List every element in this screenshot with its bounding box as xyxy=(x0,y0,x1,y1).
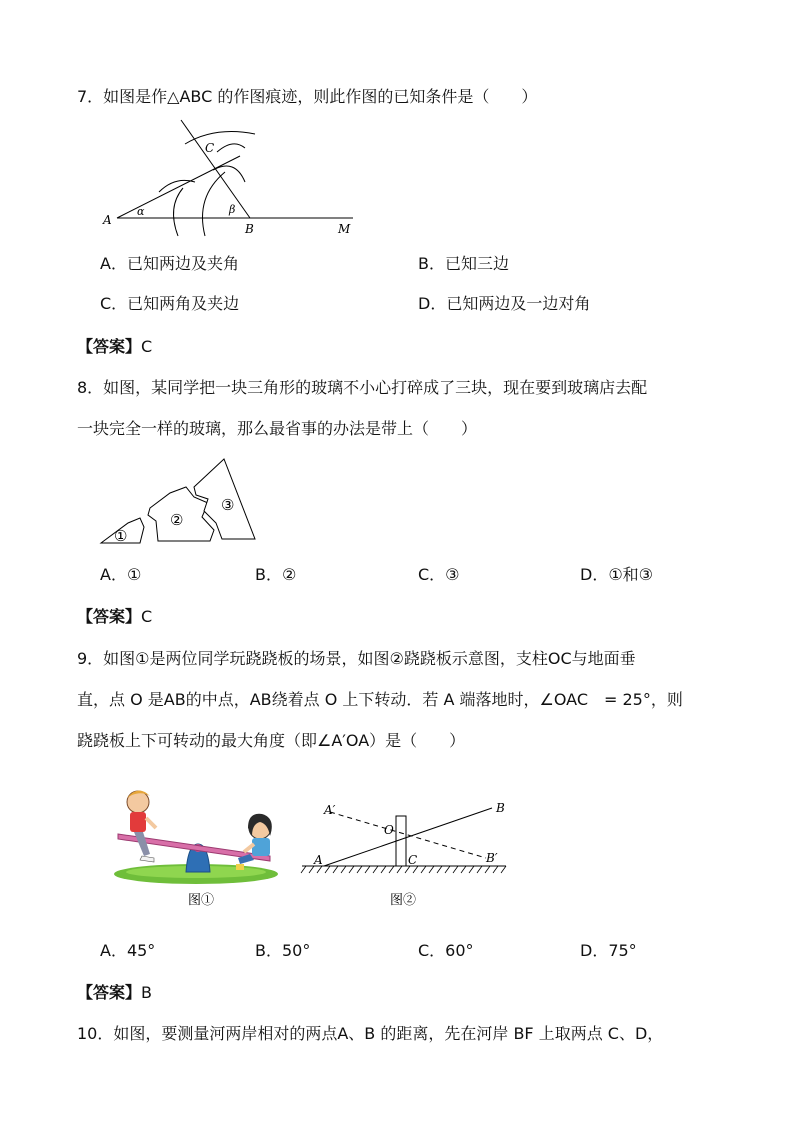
q9-fig2-caption: 图② xyxy=(390,893,417,908)
q9-label-b-prime: B′ xyxy=(486,851,498,865)
q9-answer xyxy=(77,982,152,1004)
q9-seesaw-illustration xyxy=(110,782,290,912)
q7-label-b: B xyxy=(245,222,254,236)
q9-stem-line2: 直，点 O 是AB的中点，AB绕着点 O 上下转动．若 A 端落地时，∠OAC = 25°，则 xyxy=(77,690,683,709)
q10-stem-line1: 10．如图，要测量河两岸相对的两点A、B 的距离，先在河岸 BF 上取两点 C、D， xyxy=(77,1024,664,1043)
q7-label-alpha: α xyxy=(137,205,145,218)
q9-label-b: B xyxy=(496,801,505,815)
q9-label-a: A xyxy=(314,853,323,867)
q7-answer-label: 【答案】 xyxy=(77,337,142,356)
q7-label-beta: β xyxy=(229,203,236,216)
q8-label-1: ① xyxy=(114,527,128,545)
q9-seesaw-diagram xyxy=(300,796,515,912)
q9-answer-label: 【答案】 xyxy=(77,983,142,1002)
q9-answer-value: B xyxy=(141,983,152,1002)
boy-figure xyxy=(127,791,149,813)
q8-option-a[interactable]: A．① xyxy=(100,565,142,584)
q8-answer xyxy=(77,606,152,628)
q9-stem-line1: 9．如图①是两位同学玩跷跷板的场景，如图②跷跷板示意图，支柱OC与地面垂 xyxy=(77,649,636,668)
q9-stem-line3: 跷跷板上下可转动的最大角度（即∠A′OA）是（ ） xyxy=(77,731,466,750)
q9-option-a[interactable]: A．45° xyxy=(100,941,156,960)
q8-answer-value: C xyxy=(141,607,153,626)
q8-label-3: ③ xyxy=(221,496,235,514)
q8-option-c[interactable]: C．③ xyxy=(418,565,460,584)
q7-stem: 7．如图是作△ABC 的作图痕迹，则此作图的已知条件是（ ） xyxy=(77,87,538,106)
q8-option-d[interactable]: D．①和③ xyxy=(580,565,654,584)
q7-option-c[interactable]: C．已知两角及夹边 xyxy=(100,294,240,313)
q8-stem-line1: 8．如图，某同学把一块三角形的玻璃不小心打碎成了三块，现在要到玻璃店去配 xyxy=(77,378,648,397)
q7-label-a: A xyxy=(103,213,112,227)
q9-option-d[interactable]: D．75° xyxy=(580,941,637,960)
q9-label-c: C xyxy=(408,853,418,867)
q8-figure xyxy=(98,455,260,547)
q9-label-o: O xyxy=(384,823,394,837)
q7-label-c: C xyxy=(205,141,215,155)
q7-option-b[interactable]: B．已知三边 xyxy=(418,254,509,273)
q8-option-b[interactable]: B．② xyxy=(255,565,297,584)
q8-label-2: ② xyxy=(170,511,184,529)
q7-figure xyxy=(95,112,365,240)
q7-label-m: M xyxy=(338,222,351,236)
q7-answer-value: C xyxy=(141,337,153,356)
q7-option-a[interactable]: A．已知两边及夹角 xyxy=(100,254,239,273)
q8-answer-label: 【答案】 xyxy=(77,607,142,626)
q7-answer xyxy=(77,336,152,358)
q9-option-b[interactable]: B．50° xyxy=(255,941,311,960)
q9-label-a-prime: A′ xyxy=(324,803,336,817)
q8-stem-line2: 一块完全一样的玻璃，那么最省事的办法是带上（ ） xyxy=(77,419,478,438)
q9-option-c[interactable]: C．60° xyxy=(418,941,474,960)
q7-option-d[interactable]: D．已知两边及一边对角 xyxy=(418,294,591,313)
q9-fig1-caption: 图① xyxy=(188,893,215,908)
